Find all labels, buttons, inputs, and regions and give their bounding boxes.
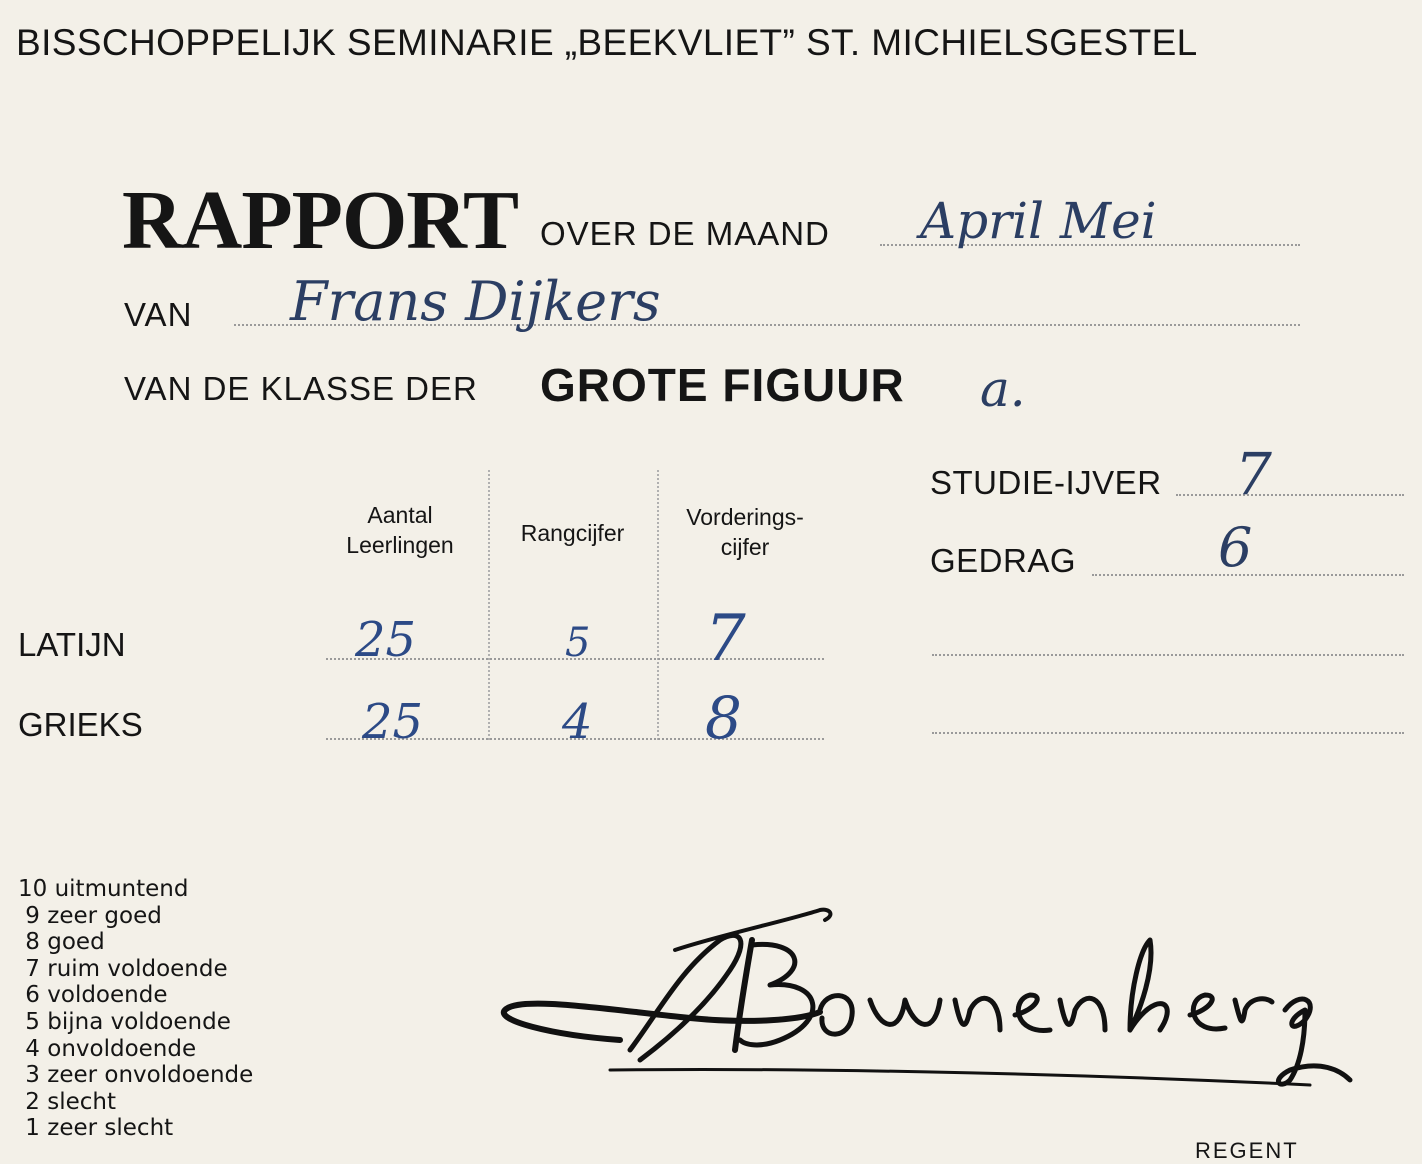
scale-item: 6 voldoende — [18, 982, 168, 1009]
class-label: VAN DE KLASSE DER — [124, 370, 478, 407]
students-count: 25 — [362, 694, 424, 750]
grading-scale — [18, 876, 253, 1142]
scale-item: 1 zeer slecht — [18, 1115, 174, 1142]
class-name: GROTE FIGUUR — [540, 359, 905, 411]
rank-value: 5 — [565, 620, 591, 666]
scale-item: 4 onvoldoende — [18, 1035, 197, 1062]
scale-item: 10 uitmuntend — [18, 876, 189, 902]
institution-header: BISSCHOPPELIJK SEMINARIE „BEEKVLIET” ST. MICHIELSGESTEL — [16, 22, 1198, 63]
month-label: OVER DE MAAND — [540, 215, 830, 252]
rank-value: 4 — [562, 694, 593, 750]
progress-value: 8 — [705, 684, 742, 752]
scale-item: 3 zeer onvoldoende — [18, 1062, 254, 1089]
scale-item: 7 ruim voldoende — [18, 955, 228, 982]
regent-label: REGENT — [1195, 1138, 1299, 1163]
subject-name: GRIEKS — [18, 706, 143, 743]
behaviour-label: GEDRAG — [930, 542, 1077, 579]
effort-value: 7 — [1235, 440, 1272, 508]
empty-dotted-line — [932, 732, 1404, 734]
column-separator — [657, 470, 659, 740]
subject-name: LATIJN — [18, 626, 126, 663]
col-header-rank: Rangcijfer — [520, 520, 625, 546]
scale-item: 9 zeer goed — [18, 902, 162, 929]
col-header-progress: Vorderings- cijfer — [686, 504, 804, 560]
col-header-students: Aantal Leerlingen — [346, 502, 454, 558]
scale-item: 8 goed — [18, 929, 105, 956]
report-title: RAPPORT — [122, 174, 519, 267]
class-suffix: a. — [980, 360, 1026, 418]
student-label: VAN — [124, 296, 193, 333]
student-name: Frans Dijkers — [290, 270, 661, 333]
empty-dotted-line — [932, 654, 1404, 656]
effort-label: STUDIE-IJVER — [930, 464, 1162, 501]
signature-graphic — [490, 900, 1360, 1120]
progress-value: 7 — [705, 602, 746, 676]
scale-item: 2 slecht — [18, 1088, 117, 1115]
column-separator — [488, 470, 490, 740]
scale-item: 5 bijna voldoende — [18, 1008, 231, 1035]
students-count: 25 — [355, 612, 417, 668]
month-value: April Mei — [920, 192, 1157, 250]
signature-name: Bannenberg — [490, 900, 496, 901]
behaviour-value: 6 — [1218, 516, 1253, 579]
effort-dotted-line — [1176, 494, 1404, 496]
